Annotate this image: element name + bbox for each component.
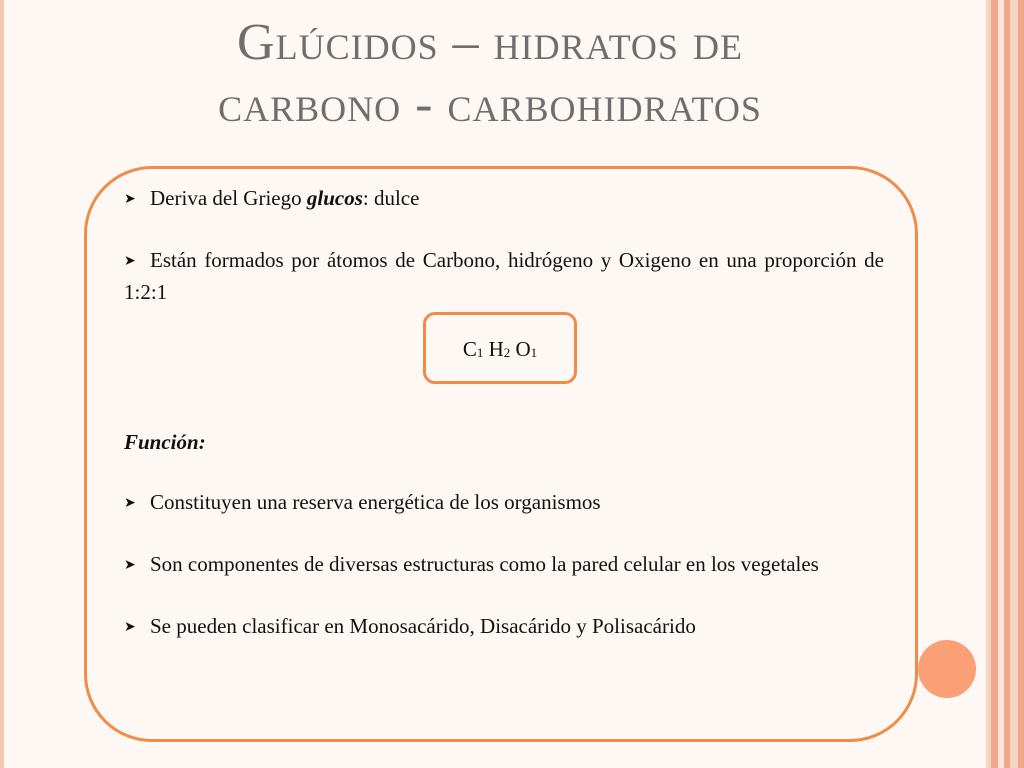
bullet-composition: ➤ Están formados por átomos de Carbono, hidrógeno y Oxigeno en una proporción de 1:2:1 xyxy=(124,248,884,304)
chemical-formula: $C_1$ $H_2$ $O_1$ xyxy=(462,337,538,361)
glucos-term: glucos xyxy=(306,186,363,210)
bullet-etymology: ➤ Deriva del Griego glucos: dulce xyxy=(124,183,884,215)
title-line-2: carbono - carbohidratos xyxy=(218,76,762,133)
right-arrowhead-icon: ➤ xyxy=(124,254,136,269)
funcion-heading: Función: xyxy=(124,430,206,454)
right-arrowhead-icon: ➤ xyxy=(124,558,136,573)
left-edge-stripe xyxy=(0,0,4,768)
bullet-classification: ➤ Se pueden clasificar en Monosacárido, Disacárido y Polisacárido xyxy=(124,611,884,643)
right-arrowhead-icon: ➤ xyxy=(124,192,136,207)
slide-title xyxy=(60,12,920,136)
bullet-structures: ➤ Son componentes de diversas estructuras como la pared celular en los vegetales xyxy=(124,549,884,581)
right-arrowhead-icon: ➤ xyxy=(124,496,136,511)
right-arrowhead-icon: ➤ xyxy=(124,620,136,635)
title-line-1: Glúcidos – hidratos de xyxy=(237,14,743,71)
decorative-stripes xyxy=(986,0,1024,768)
slide-body xyxy=(124,183,884,643)
formula-box xyxy=(423,312,577,384)
bullet-energy-reserve: ➤ Constituyen una reserva energética de los organismos xyxy=(124,487,884,519)
decorative-dot xyxy=(918,640,976,698)
